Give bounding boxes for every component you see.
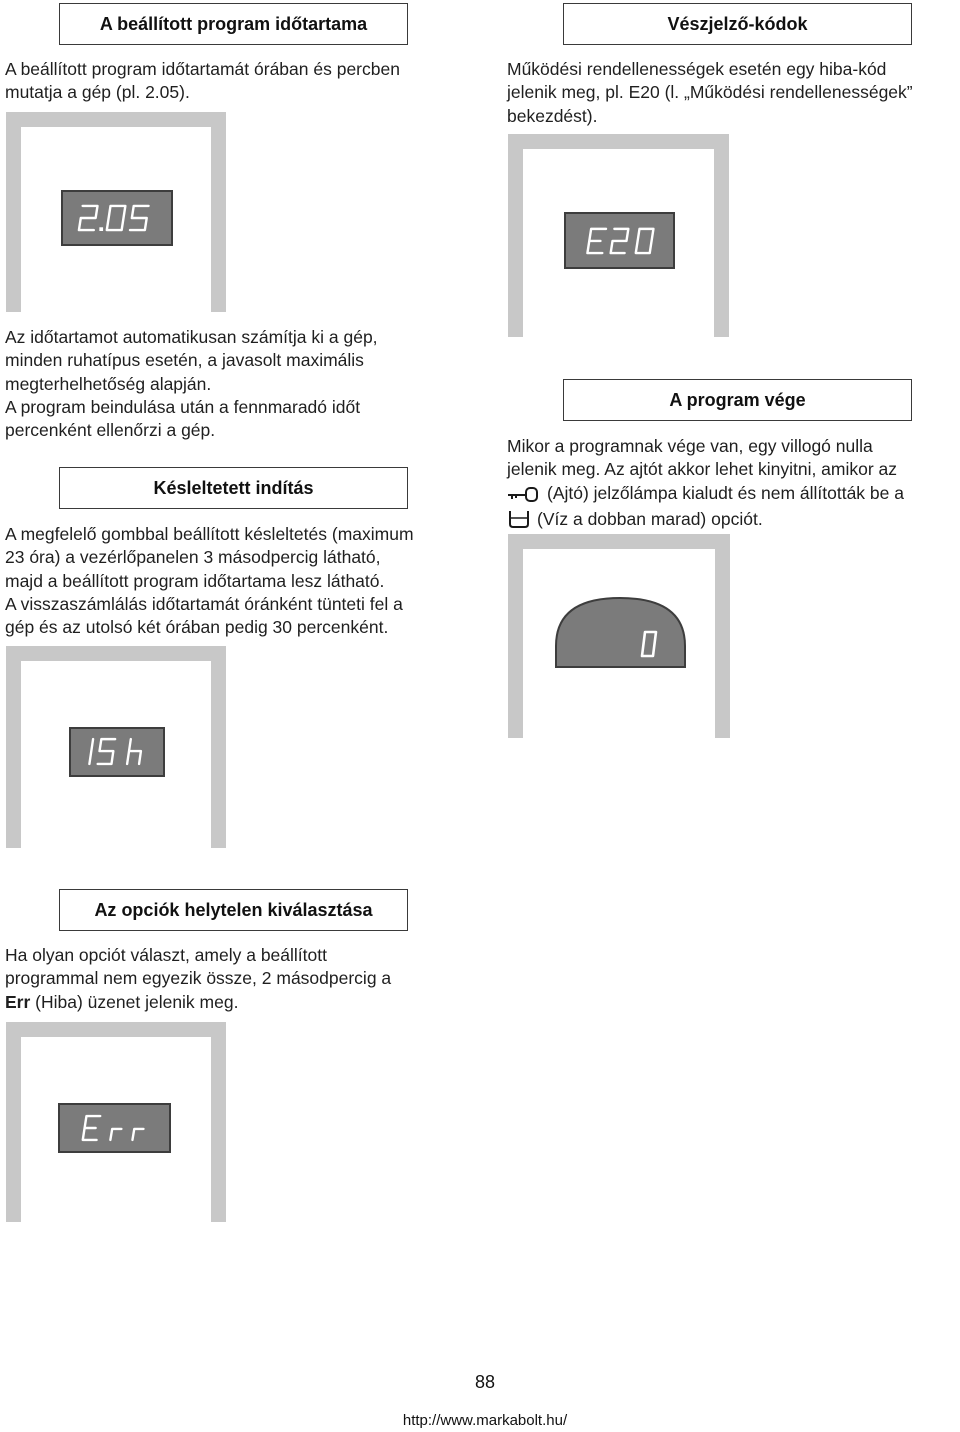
program-end-line-3-text: (Ajtó) jelzőlámpa kialudt és nem állították be a <box>547 482 904 503</box>
duration-intro-paragraph <box>5 58 465 105</box>
display-panel-duration <box>6 112 226 312</box>
heading-alarm-codes <box>563 3 912 45</box>
lcd-display-delay <box>69 727 165 777</box>
duration-intro-line-2: mutatja a gép (pl. 2.05). <box>5 82 190 103</box>
lcd-display-alarm <box>564 212 675 269</box>
err-message-rest: (Hiba) üzenet jelenik meg. <box>30 991 239 1012</box>
duration-detail-line-3: megterhelhetőség alapján. <box>5 373 212 394</box>
lcd-segments-15h <box>71 729 163 775</box>
heading-delayed-start-text: Késleltetett indítás <box>153 477 314 498</box>
page-number: 88 <box>474 1372 496 1392</box>
footer-url: http://www.markabolt.hu/ <box>402 1412 568 1429</box>
lcd-segments-2-05 <box>63 192 171 244</box>
err-code-bold: Err <box>5 991 31 1012</box>
heading-program-duration-text: A beállított program időtartama <box>99 13 368 34</box>
duration-detail-line-2: minden ruhatípus esetén, a javasolt maximális <box>5 350 364 371</box>
display-panel-alarm <box>508 134 729 337</box>
display-panel-end <box>508 534 730 738</box>
alarm-line-2: jelenik meg, pl. E20 (l. „Működési rendellenességek” <box>507 82 913 103</box>
lcd-display-error <box>58 1103 171 1153</box>
alarm-paragraph <box>507 58 957 128</box>
key-icon <box>507 485 541 508</box>
delay-line-4: A visszaszámlálás időtartamát óránként tünteti fel a <box>5 593 403 614</box>
delay-line-3: majd a beállított program időtartama lesz látható. <box>5 570 385 591</box>
duration-details-paragraph <box>5 326 475 442</box>
options-line-1: Ha olyan opciót választ, amely a beállított <box>5 945 327 965</box>
program-end-paragraph <box>507 435 957 534</box>
display-panel-error <box>6 1022 226 1222</box>
program-end-line-2: jelenik meg. Az ajtót akkor lehet kinyitni, amikor az <box>507 459 898 480</box>
options-line-3 <box>5 991 475 1014</box>
program-end-line-1: Mikor a programnak vége van, egy villogó nulla <box>507 436 873 456</box>
drum-icon <box>507 510 531 534</box>
delay-paragraph <box>5 523 475 639</box>
duration-intro-line-1: A beállított program időtartamát órában és percben <box>5 59 400 79</box>
duration-detail-line-4: A program beindulása után a fennmaradó időt <box>5 396 361 417</box>
lcd-display-end <box>553 594 688 669</box>
program-end-line-4 <box>507 508 957 534</box>
heading-program-end-text: A program vége <box>669 389 806 410</box>
lcd-display-duration <box>61 190 173 246</box>
options-paragraph <box>5 944 475 1014</box>
heading-wrong-options <box>59 889 408 931</box>
heading-program-end <box>563 379 912 421</box>
delay-line-2: 23 óra) a vezérlőpanelen 3 másodpercig látható, <box>5 547 381 568</box>
heading-program-duration <box>59 3 408 45</box>
delay-line-5: gép és az utolsó két órában pedig 30 percenként. <box>5 617 389 638</box>
duration-detail-line-1: Az időtartamot automatikusan számítja ki a gép, <box>5 327 378 347</box>
heading-delayed-start <box>59 467 408 509</box>
heading-wrong-options-text: Az opciók helytelen kiválasztása <box>94 899 373 920</box>
duration-detail-line-5: percenként ellenőrzi a gép. <box>5 420 216 441</box>
display-panel-delay <box>6 646 226 848</box>
program-end-line-3 <box>507 482 957 508</box>
alarm-line-1: Működési rendellenességek esetén egy hiba-kód <box>507 59 887 79</box>
alarm-line-3: bekezdést). <box>507 105 598 126</box>
options-line-2: programmal nem egyezik össze, 2 másodpercig a <box>5 968 392 989</box>
heading-alarm-codes-text: Vészjelző-kódok <box>667 13 808 34</box>
lcd-segments-e20 <box>566 214 673 267</box>
program-end-line-4-text: (Víz a dobban marad) opciót. <box>537 508 763 529</box>
lcd-segments-err <box>60 1105 169 1151</box>
delay-line-1: A megfelelő gombbal beállított késleltetés (maximum <box>5 524 414 544</box>
